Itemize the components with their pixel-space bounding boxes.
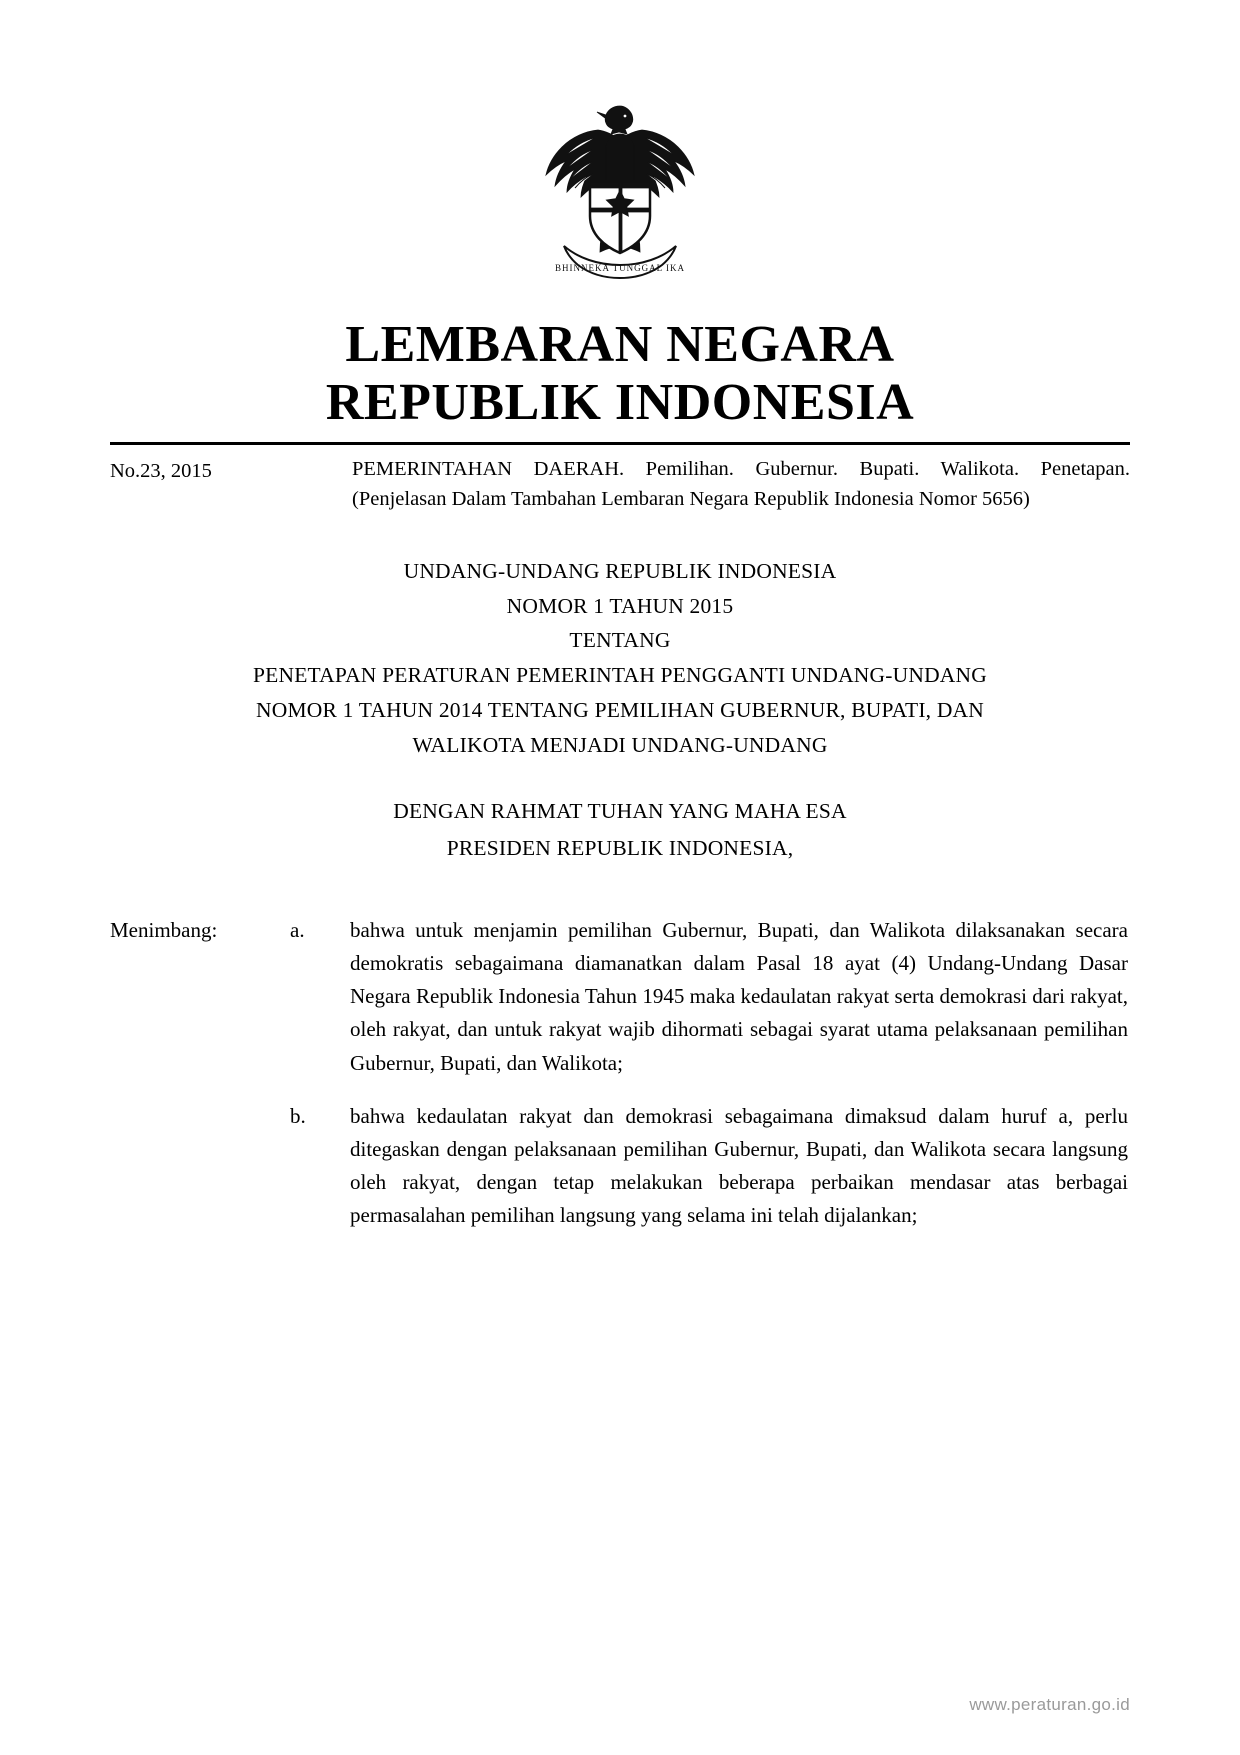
footer-watermark: www.peraturan.go.id	[969, 1695, 1130, 1714]
gazette-subject-line-1: PEMERINTAHAN DAERAH. Pemilihan. Gubernur. Bupati. Walikota. Penetapan.	[352, 458, 1130, 481]
considering-section	[110, 914, 1130, 1233]
considering-item-letter: b.	[290, 1103, 306, 1128]
blessing-line-2: PRESIDEN REPUBLIK INDONESIA,	[446, 836, 794, 861]
gazette-subject-line-2: (Penjelasan Dalam Tambahan Lembaran Negara Republik Indonesia Nomor 5656)	[352, 487, 1030, 510]
blessing-block	[110, 793, 1130, 868]
considering-label: Menimbang:	[110, 917, 218, 942]
svg-text:BHINNEKA TUNGGAL IKA: BHINNEKA TUNGGAL IKA	[555, 263, 685, 273]
gazette-subject	[352, 455, 1130, 513]
masthead	[110, 316, 1130, 432]
considering-item-letter: a.	[290, 917, 305, 942]
blessing-line-1: DENGAN RAHMAT TUHAN YANG MAHA ESA	[393, 798, 847, 823]
law-title-line-4: PENETAPAN PERATURAN PEMERINTAH PENGGANTI UNDANG-UNDANG	[253, 663, 987, 688]
law-title-line-3: TENTANG	[569, 628, 671, 653]
law-title-line-1: UNDANG-UNDANG REPUBLIK INDONESIA	[403, 558, 837, 583]
law-title-block	[110, 554, 1130, 763]
considering-item-text: bahwa kedaulatan rakyat dan demokrasi sebagaimana dimaksud dalam huruf a, perlu ditegaskan dengan pelaksanaan pemilihan Gubernur, Bupati, dan Walikota secara langsung oleh rakyat, dengan tetap melakukan beberapa perbaikan mendasar atas berbagai permasalahan pemilihan langsung yang selama ini telah dijalankan;	[350, 1103, 1128, 1228]
considering-item	[110, 1100, 1130, 1233]
law-title-line-2: NOMOR 1 TAHUN 2015	[506, 593, 734, 618]
emblem-container	[110, 90, 1130, 290]
masthead-line-1: LEMBARAN NEGARA	[345, 316, 895, 373]
gazette-number: No.23, 2015	[110, 460, 212, 483]
law-title-line-6: WALIKOTA MENJADI UNDANG-UNDANG	[412, 732, 828, 757]
considering-item	[110, 914, 1130, 1080]
law-title-line-5: NOMOR 1 TAHUN 2014 TENTANG PEMILIHAN GUBERNUR, BUPATI, DAN	[255, 698, 985, 722]
header-meta-row	[110, 455, 1130, 513]
masthead-divider	[110, 442, 1130, 445]
considering-item-text: bahwa untuk menjamin pemilihan Gubernur, Bupati, dan Walikota dilaksanakan secara demokratis sebagaimana diamanatkan dalam Pasal 18 ayat (4) Undang-Undang Dasar Negara Republik Indonesia Tahun 1945 maka kedaulatan rakyat serta demokrasi dari rakyat, oleh rakyat, dan untuk rakyat wajib dihormati sebagai syarat utama pelaksanaan pemilihan Gubernur, Bupati, dan Walikota;	[350, 917, 1128, 1075]
garuda-pancasila-emblem	[520, 90, 720, 290]
masthead-line-2: REPUBLIK INDONESIA	[325, 374, 915, 432]
